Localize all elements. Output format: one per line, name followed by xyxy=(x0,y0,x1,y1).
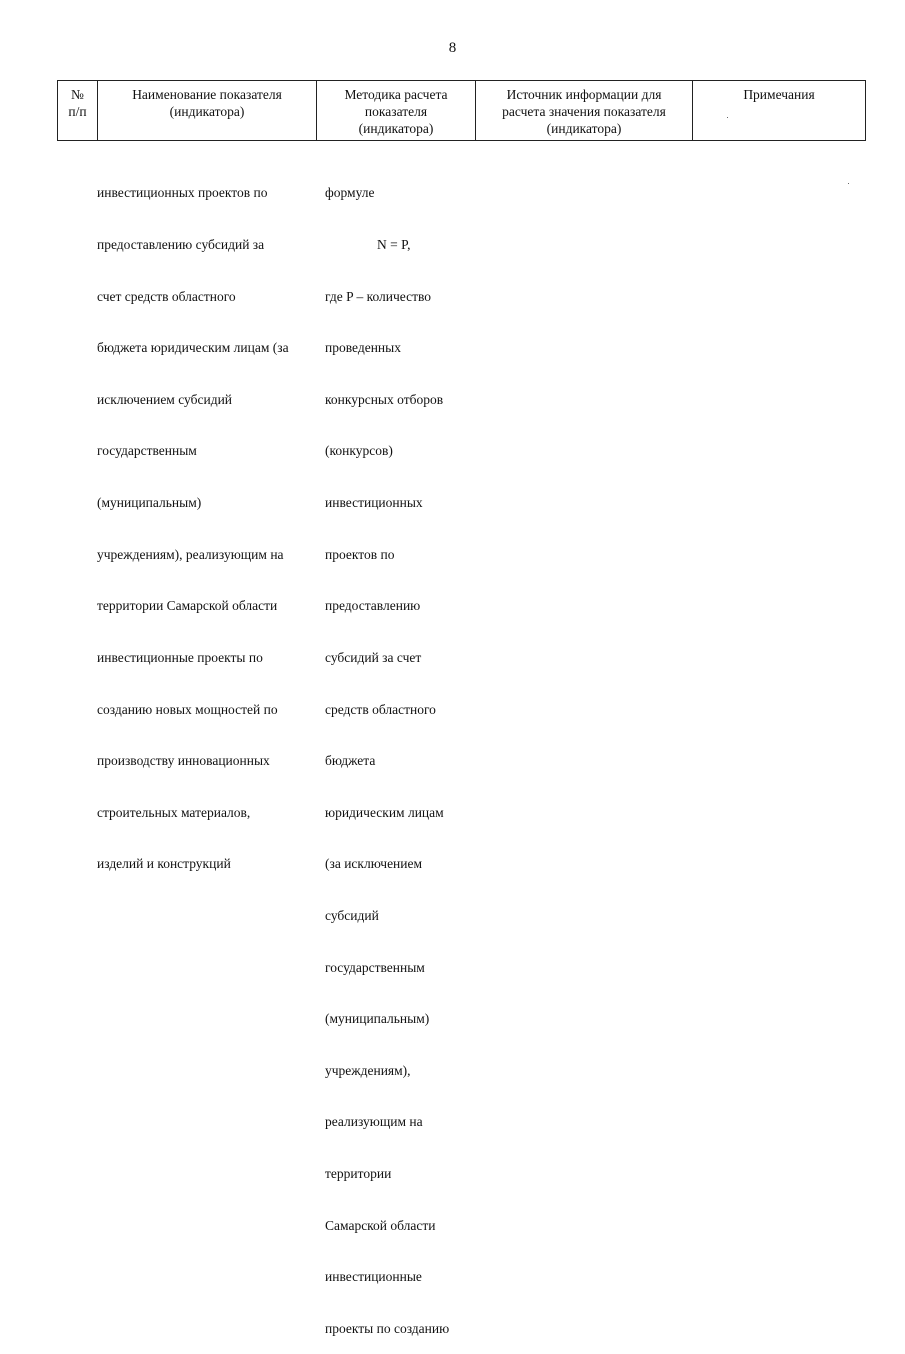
indicator-name-line: счет средств областного xyxy=(97,288,236,304)
indicator-name-line: изделий и конструкций xyxy=(97,856,231,872)
method-line: инвестиционные xyxy=(325,1269,422,1285)
method-line: реализующим на xyxy=(325,1114,423,1130)
method-line: государственным xyxy=(325,959,425,975)
indicator-name-line: инвестиционные проекты по xyxy=(97,649,263,665)
header-notes xyxy=(693,81,866,141)
header-notes-text: Примечания xyxy=(743,87,815,102)
table-header-row xyxy=(58,81,866,141)
method-line: проекты по созданию xyxy=(325,1320,450,1336)
method-line: (муниципальным) xyxy=(325,1011,430,1027)
page-number: 8 xyxy=(448,40,457,56)
method-line: субсидий за счет xyxy=(325,649,422,665)
method-line: проведенных xyxy=(325,340,401,356)
indicator-name-line: созданию новых мощностей по xyxy=(97,701,278,717)
method-line: средств областного xyxy=(325,701,436,717)
header-indicator-name xyxy=(98,81,317,141)
method-line: (за исключением xyxy=(325,856,423,872)
method-line: учреждениям), xyxy=(325,1062,411,1078)
header-calculation-method-text: Методика расчета показателя (индикатора) xyxy=(344,87,448,136)
scan-speck xyxy=(727,117,728,118)
method-line: предоставлению xyxy=(325,598,421,614)
header-calculation-method xyxy=(317,81,476,141)
indicator-name-line: строительных материалов, xyxy=(97,804,251,820)
indicator-name-line: инвестиционных проектов по xyxy=(97,185,268,201)
header-indicator-name-text: Наименование показателя (индикатора) xyxy=(132,87,282,119)
method-line: юридическим лицам xyxy=(325,804,444,820)
indicator-table-header xyxy=(57,80,866,141)
indicator-name-line: предоставлению субсидий за xyxy=(97,237,265,253)
header-information-source xyxy=(476,81,693,141)
header-number xyxy=(58,81,98,141)
indicator-name-line: учреждениям), реализующим на xyxy=(97,546,284,562)
indicator-name-cell xyxy=(97,150,289,890)
method-line: территории xyxy=(325,1165,392,1181)
header-information-source-text: Источник информации для расчета значения показателя (индикатора) xyxy=(502,87,666,136)
indicator-name-line: государственным xyxy=(97,443,197,459)
indicator-name-line: исключением субсидий xyxy=(97,391,233,407)
calculation-method-cell xyxy=(325,150,449,1354)
indicator-name-line: территории Самарской области xyxy=(97,598,278,614)
method-line: конкурсных отборов xyxy=(325,391,444,407)
method-line: проектов по xyxy=(325,546,395,562)
method-line: формуле xyxy=(325,185,375,201)
method-line: где P – количество xyxy=(325,288,432,304)
formula-line: N = P, xyxy=(377,237,411,253)
header-number-text: № п/п xyxy=(68,87,87,119)
method-line: бюджета xyxy=(325,753,376,769)
method-line: (конкурсов) xyxy=(325,443,393,459)
method-line: субсидий xyxy=(325,907,379,923)
method-line: Самарской области xyxy=(325,1217,436,1233)
indicator-name-line: (муниципальным) xyxy=(97,495,202,511)
scan-speck xyxy=(848,183,849,184)
indicator-name-line: производству инновационных xyxy=(97,753,270,769)
indicator-name-line: бюджета юридическим лицам (за xyxy=(97,340,289,356)
method-line: инвестиционных xyxy=(325,495,423,511)
